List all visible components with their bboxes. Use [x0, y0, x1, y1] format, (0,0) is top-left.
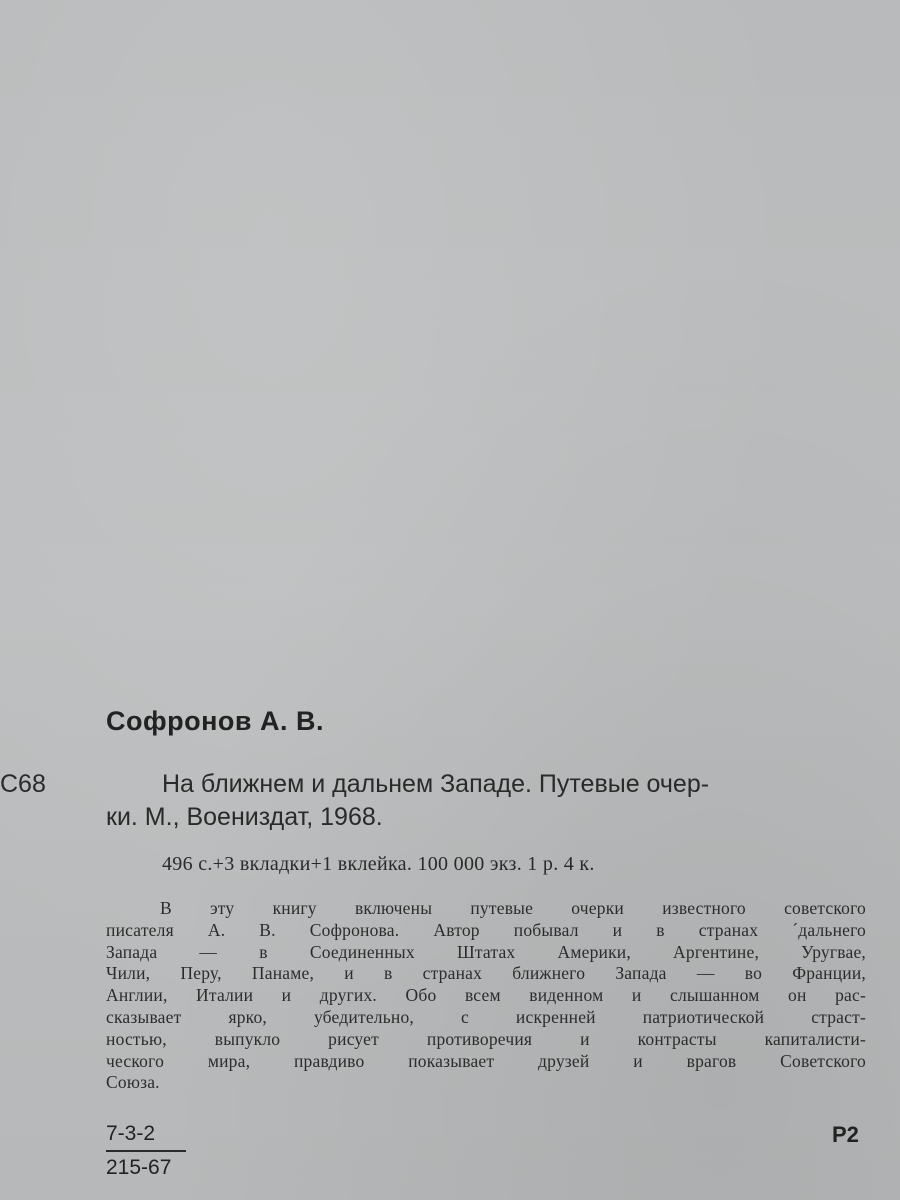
annotation-line: Англии, Италии и других. Обо всем виденном и слышанном он рас- [106, 985, 866, 1006]
fraction-divider [106, 1150, 186, 1152]
annotation-line: Запада — в Соединенных Штатах Америки, Аргентине, Уругвае, [106, 941, 866, 962]
annotation-line: писателя А. В. Софронова. Автор побывал и в странах ´дальнего [106, 919, 866, 940]
author-index-code: С68 [0, 770, 46, 798]
annotation-line: Союза. [106, 1072, 160, 1093]
author-name: Софронов А. В. [106, 706, 325, 736]
title-line-1: На ближнем и дальнем Западе. Путевые очер- [162, 770, 710, 798]
annotation-line: сказывает ярко, убедительно, с искренней патриотической страст- [106, 1006, 866, 1027]
annotation-line: ностью, выпукло рисует противоречия и контрасты капиталисти- [106, 1028, 866, 1049]
annotation-line: В эту книгу включены путевые очерки известного советского [160, 898, 866, 918]
annotation-line: Чили, Перу, Панаме, и в странах ближнего Запада — во Франции, [106, 963, 866, 984]
code-denominator: 215-67 [106, 1156, 172, 1179]
title-line-2: ки. М., Воениздат, 1968. [106, 803, 383, 831]
publication-info: 496 с.+3 вкладки+1 вклейка. 100 000 экз. 1 р. 4 к. [162, 853, 595, 875]
annotation-line: ческого мира, правдиво показывает друзей и врагов Советского [106, 1050, 866, 1071]
classification-code: Р2 [832, 1122, 859, 1147]
book-title [106, 768, 872, 834]
code-numerator: 7-3-2 [106, 1122, 156, 1145]
annotation-text [106, 898, 866, 1094]
